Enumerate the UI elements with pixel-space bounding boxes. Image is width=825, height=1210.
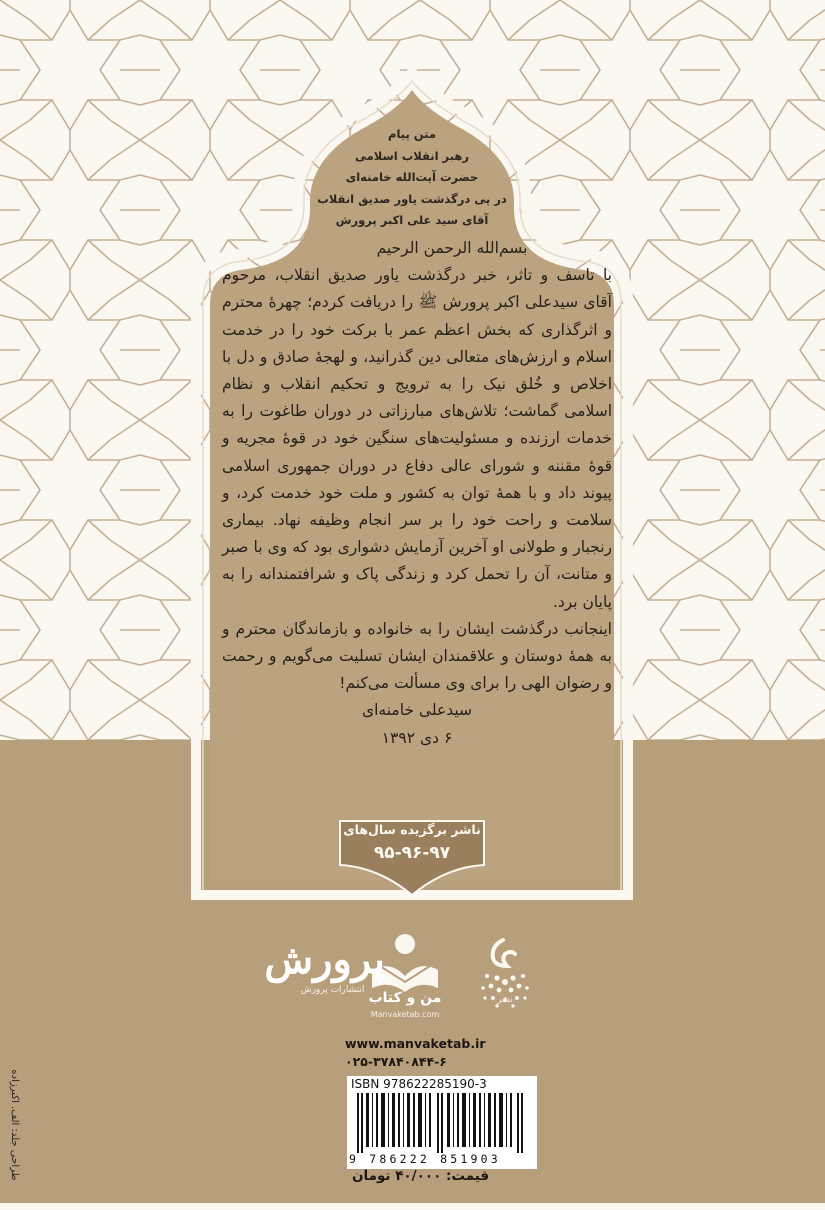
header-line: در پی درگذشت یاور صدیق انقلاب	[317, 191, 507, 206]
manvaketab-url: Manvaketab.com	[370, 1010, 440, 1019]
header-line: متن پیام	[388, 127, 436, 141]
header-line: آقای سید علی اکبر پرورش	[335, 213, 489, 227]
header-line: حضرت آیت‌الله خامنه‌ای	[345, 170, 479, 184]
parvaresh-subtitle: انتشارات پرورش	[300, 985, 365, 995]
publisher-website: www.manvaketab.ir	[345, 1036, 486, 1051]
badge-years: ۹۵-۹۶-۹۷	[373, 843, 451, 863]
bird-logo-text: نشر	[497, 995, 513, 1005]
message-paragraph-1: با تاسف و تاثر، خبر درگذشت یاور صدیق انقلاب، مرحوم آقای سیدعلی اکبر پرورش ﷺ را دریافت کردم؛ چهرهٔ محترم و اثرگذاری که بخش اعظم عمر با برکت خود را در خدمت اسلام و ارزش‌های متعالی دین گذرانید، و لهجهٔ صادق و دل با اخلاص و خُلق نیک را به ترویج و تحکیم انقلاب و نظام اسلامی گماشت؛ تلاش‌های مبارزاتی در دوران طاغوت را به خدمات ارزنده و مسئولیت‌های سنگین خود در قوهٔ مجریه و قوهٔ مقننه و شورای عالی دفاع در دوران جمهوری اسلامی پیوند داد و با همهٔ توان به کشور و ملت خود خدمت کرد، و سلامت و راحت خود را بر سر انجام وظیفه نهاد. بیماری رنجبار و طولانی او آخرین آزمایش دشواری بود که وی با صبر و متانت، آن را تحمل کرد و زندگی پاک و شرافتمندانه را به پایان برد.	[222, 266, 612, 611]
manvaketab-name: من و کتاب	[368, 990, 442, 1006]
message-date: ۶ دی ۱۳۹۲	[381, 728, 453, 747]
message-header	[262, 124, 562, 232]
publisher-phone: ۰۲۵-۳۷۸۴۰۸۴۴-۶	[345, 1054, 447, 1069]
message-paragraph-2: اینجانب درگذشت ایشان را به خانواده و بازماندگان محترم و به همهٔ دوستان و علاقمندان ایشان تسلیت می‌گویم و رحمت و رضوان الهی را برای وی مسألت می‌کنم!	[222, 619, 612, 693]
price: قیمت: ۴۰/۰۰۰ تومان	[352, 1168, 490, 1184]
signature: سیدعلی خامنه‌ای	[361, 701, 473, 720]
bismillah: بسم‌الله الرحمن الرحیم	[376, 239, 528, 257]
cover-design-credit: طراحی جلد: الف. اکبرزاده	[9, 1069, 20, 1181]
parvaresh-logo: پرورش	[264, 936, 385, 983]
barcode-digits: 9 786222 851903	[349, 1152, 501, 1166]
badge-title: ناشر برگزیده سال‌های	[343, 822, 481, 837]
isbn-label: ISBN 978622285190-3	[351, 1077, 487, 1091]
bird-emblem-icon	[463, 932, 548, 1022]
message-body	[222, 235, 612, 752]
header-line: رهبر انقلاب اسلامی	[354, 148, 469, 163]
award-badge	[336, 820, 488, 866]
barcode-bars	[351, 1093, 533, 1153]
